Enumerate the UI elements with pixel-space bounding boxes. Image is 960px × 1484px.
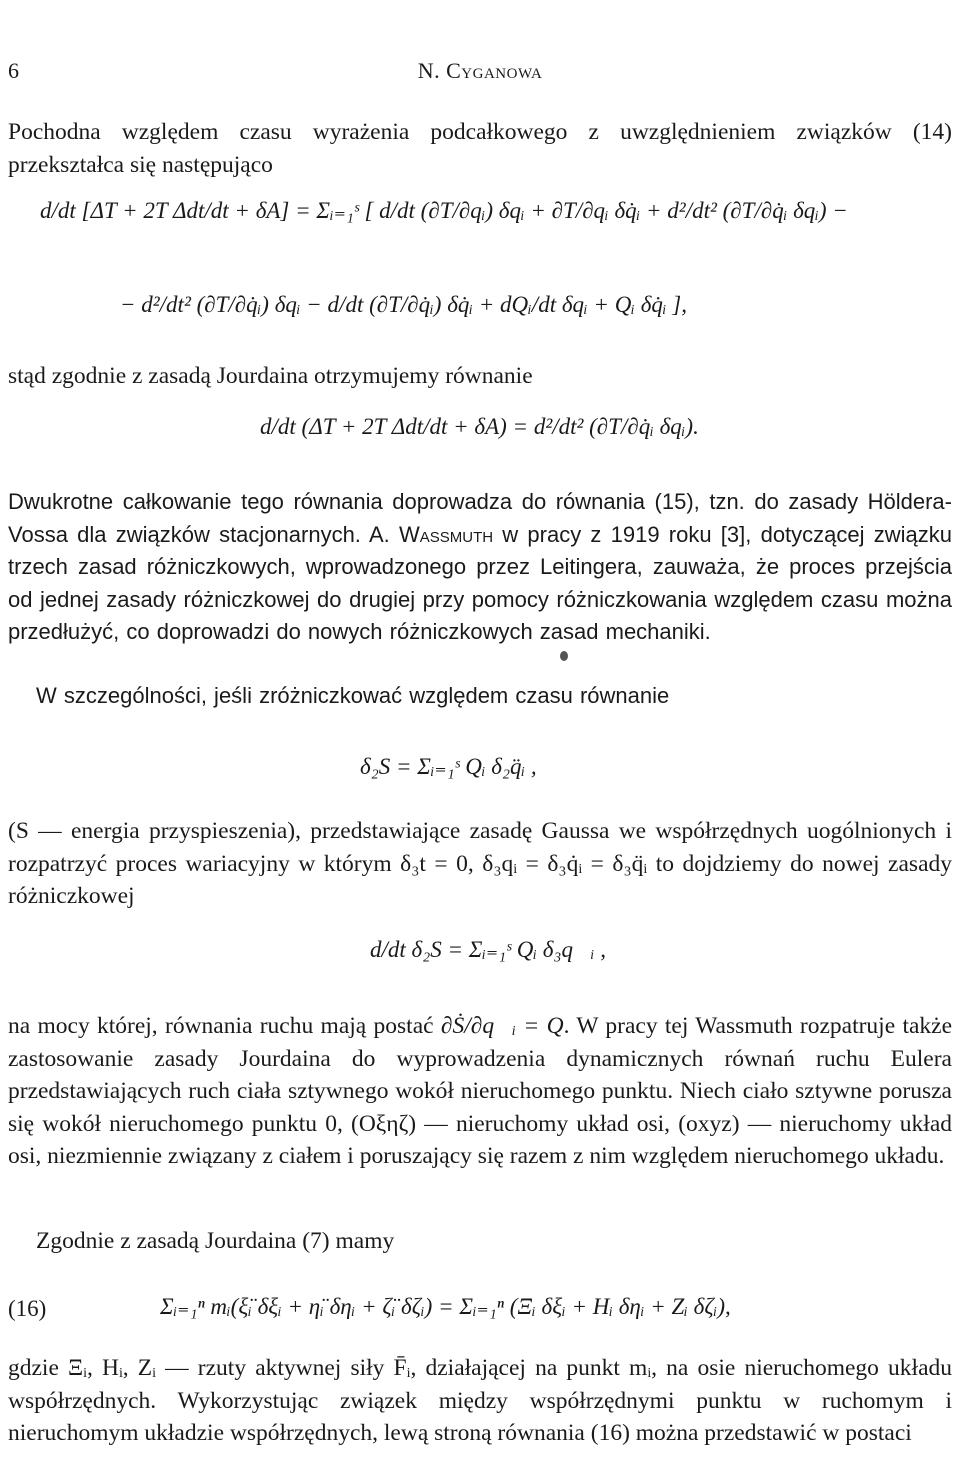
text-initial: A. <box>368 521 399 547</box>
paragraph-wassmuth <box>8 486 952 649</box>
running-author: N. Cyganowa <box>417 58 543 83</box>
equation-new-differential-principle: d/dt δ₂S = Σᵢ₌₁ˢ Qᵢ δ₃q⃛ᵢ , <box>370 937 606 962</box>
paragraph-wassmuth-jourdain <box>8 1010 952 1173</box>
equation-jourdain-result: d/dt (ΔT + 2T Δdt/dt + δA) = d²/dt² (∂T/∂q̇ᵢ δqᵢ). <box>260 414 699 439</box>
equation-time-derivative-line2: − d²/dt² (∂T/∂q̇ᵢ) δqᵢ − d/dt (∂T/∂q̇ᵢ) δq̇ᵢ + dQᵢ/dt δqᵢ + Qᵢ δq̇ᵢ ], <box>120 292 687 317</box>
running-header <box>8 58 952 86</box>
equation-16: Σᵢ₌₁ⁿ mᵢ(ξ̈ᵢ δξᵢ + η̈ᵢ δηᵢ + ζ̈ᵢ δζᵢ) = Σᵢ₌₁ⁿ (Ξᵢ δξᵢ + Hᵢ δηᵢ + Zᵢ δζᵢ), <box>160 1294 731 1319</box>
paragraph-rigid-body: . W pracy tej Wassmuth rozpatruje także zastosowanie zasady Jourdaina do wyprowadzenia dynamicznych równań ruchu Eulera przedstawiających ruch ciała sztywnego wokół nieruchomego punktu. Niech ciało sztywne porusza się wokół nieruchomego punktu 0, (Oξηζ) — nieruchomy układ osi, (oxyz) — nieruchomy układ osi, niezmiennie związany z ciałem i poruszający się razem z nim względem nieruchomego układu. <box>8 1013 953 1169</box>
equation-gauss-principle: δ₂S = Σᵢ₌₁ˢ Qᵢ δ₂q̈ᵢ , <box>360 754 537 779</box>
paragraph-motion-equations: na mocy której, równania ruchu mają postać <box>8 1013 434 1039</box>
paragraph-double-integration: Dwukrotne całkowanie tego równania doprowadza do równania (15), tzn. do zasady Höldera-Vossa dla związków stacjonarnych. <box>8 489 952 547</box>
paragraph-force-projections: gdzie Ξᵢ, Hᵢ, Zᵢ — rzuty aktywnej siły F̄ᵢ, działającej na punkt mᵢ, na osie nieruchomego układu współrzędnych. Wykorzystując związek między współrzędnymi punktu w ruchomym i nieruchomym układzie współrzędnych, lewą stroną równania (16) można przedstawić w postaci <box>8 1355 952 1446</box>
equation-motion-form: ∂Ṡ/∂q⃛ᵢ = Q <box>440 1013 564 1039</box>
paragraph-derivative-intro: Pochodna względem czasu wyrażenia podcałkowego z uwzględnieniem związków (14) przekształca się następująco <box>8 119 952 178</box>
author-name-wassmuth: Wassmuth <box>398 521 494 547</box>
paragraph-acceleration-energy: (S — energia przyspieszenia), przedstawiające zasadę Gaussa we współrzędnych uogólnionych i rozpatrzyć proces wariacyjny w którym δ₃t = 0, δ₃qᵢ = δ₃q̇ᵢ = δ₃q̈ᵢ to dojdziemy do nowej zasady różniczkowej <box>8 818 952 909</box>
equation-label-16: (16) <box>8 1296 47 1321</box>
ink-speck <box>560 651 568 661</box>
paragraph-jourdain-7: Zgodnie z zasadą Jourdaina (7) mamy <box>36 1228 395 1254</box>
paragraph-differentiate: W szczególności, jeśli zróżniczkować względem czasu równanie <box>36 683 670 708</box>
page-number: 6 <box>8 58 19 83</box>
equation-time-derivative-line1: d/dt [ΔT + 2T Δdt/dt + δA] = Σᵢ₌₁ˢ [ d/dt (∂T/∂qᵢ) δqᵢ + ∂T/∂qᵢ δq̇ᵢ + d²/dt² (∂T/∂q̇ᵢ δqᵢ) − <box>40 198 848 223</box>
paragraph-wassmuth-body: w pracy z 1919 roku [3], dotyczącej związku trzech zasad różniczkowych, wprowadzonego przez Leitingera, zauważa, że proces przejścia od jednej zasady różniczkowej do drugiej przy pomocy różniczkowania względem czasu można przedłużyć, co doprowadzi do nowych różniczkowych zasad mechaniki. <box>8 521 952 644</box>
paragraph-jourdain-equation: stąd zgodnie z zasadą Jourdaina otrzymujemy równanie <box>8 363 533 389</box>
